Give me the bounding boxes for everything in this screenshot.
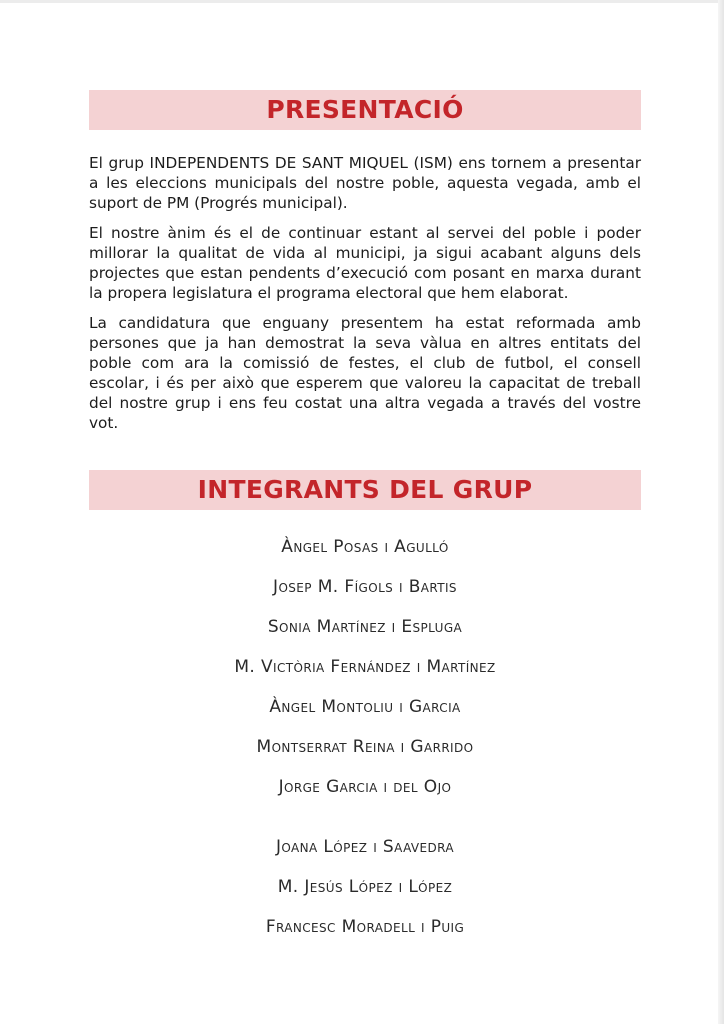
member-name: Sonia Martínez i Espluga [267,617,463,637]
presentacio-banner [89,90,641,130]
integrants-title: INTEGRANTS DEL GRUP [197,475,533,504]
member-name: Francesc Moradell i Puig [265,917,465,937]
member-name: Àngel Posas i Agulló [281,537,449,557]
presentacio-text [89,153,641,443]
paragraph-1: El grup INDEPENDENTS DE SANT MIQUEL (ISM) ens tornem a presentar a les eleccions municipals del nostre poble, aquesta vegada, amb el suport de PM (Progrés municipal). [89,154,641,212]
page-right-edge [718,0,724,1024]
member-name: M. Jesús López i López [277,877,453,897]
integrants-banner [89,470,641,510]
member-name: Àngel Montoliu i Garcia [269,697,461,717]
member-list [89,527,641,947]
paragraph-3: La candidatura que enguany presentem ha estat reformada amb persones que ja han demostrat la seva vàlua en altres entitats del poble com ara la comissió de festes, el club de futbol, el consell escolar, i és per això que esperem que valoreu la capacitat de treball del nostre grup i ens feu costat una altra vegada a través del vostre vot. [89,314,641,432]
member-name: Jorge Garcia i del Ojo [278,777,452,797]
presentacio-title: PRESENTACIÓ [266,95,464,124]
member-name: M. Victòria Fernández i Martínez [234,657,496,677]
member-name: Montserrat Reina i Garrido [256,737,474,757]
paragraph-2: El nostre ànim és el de continuar estant al servei del poble i poder millorar la qualitat de vida al municipi, ja sigui acabant alguns dels projectes que estan pendents d’execució com posant en marxa durant la propera legislatura el programa electoral que hem elaborat. [89,224,641,302]
member-name: Joana López i Saavedra [275,837,455,857]
member-name: Josep M. Fígols i Bartis [273,577,457,597]
page-top-edge [0,0,724,3]
